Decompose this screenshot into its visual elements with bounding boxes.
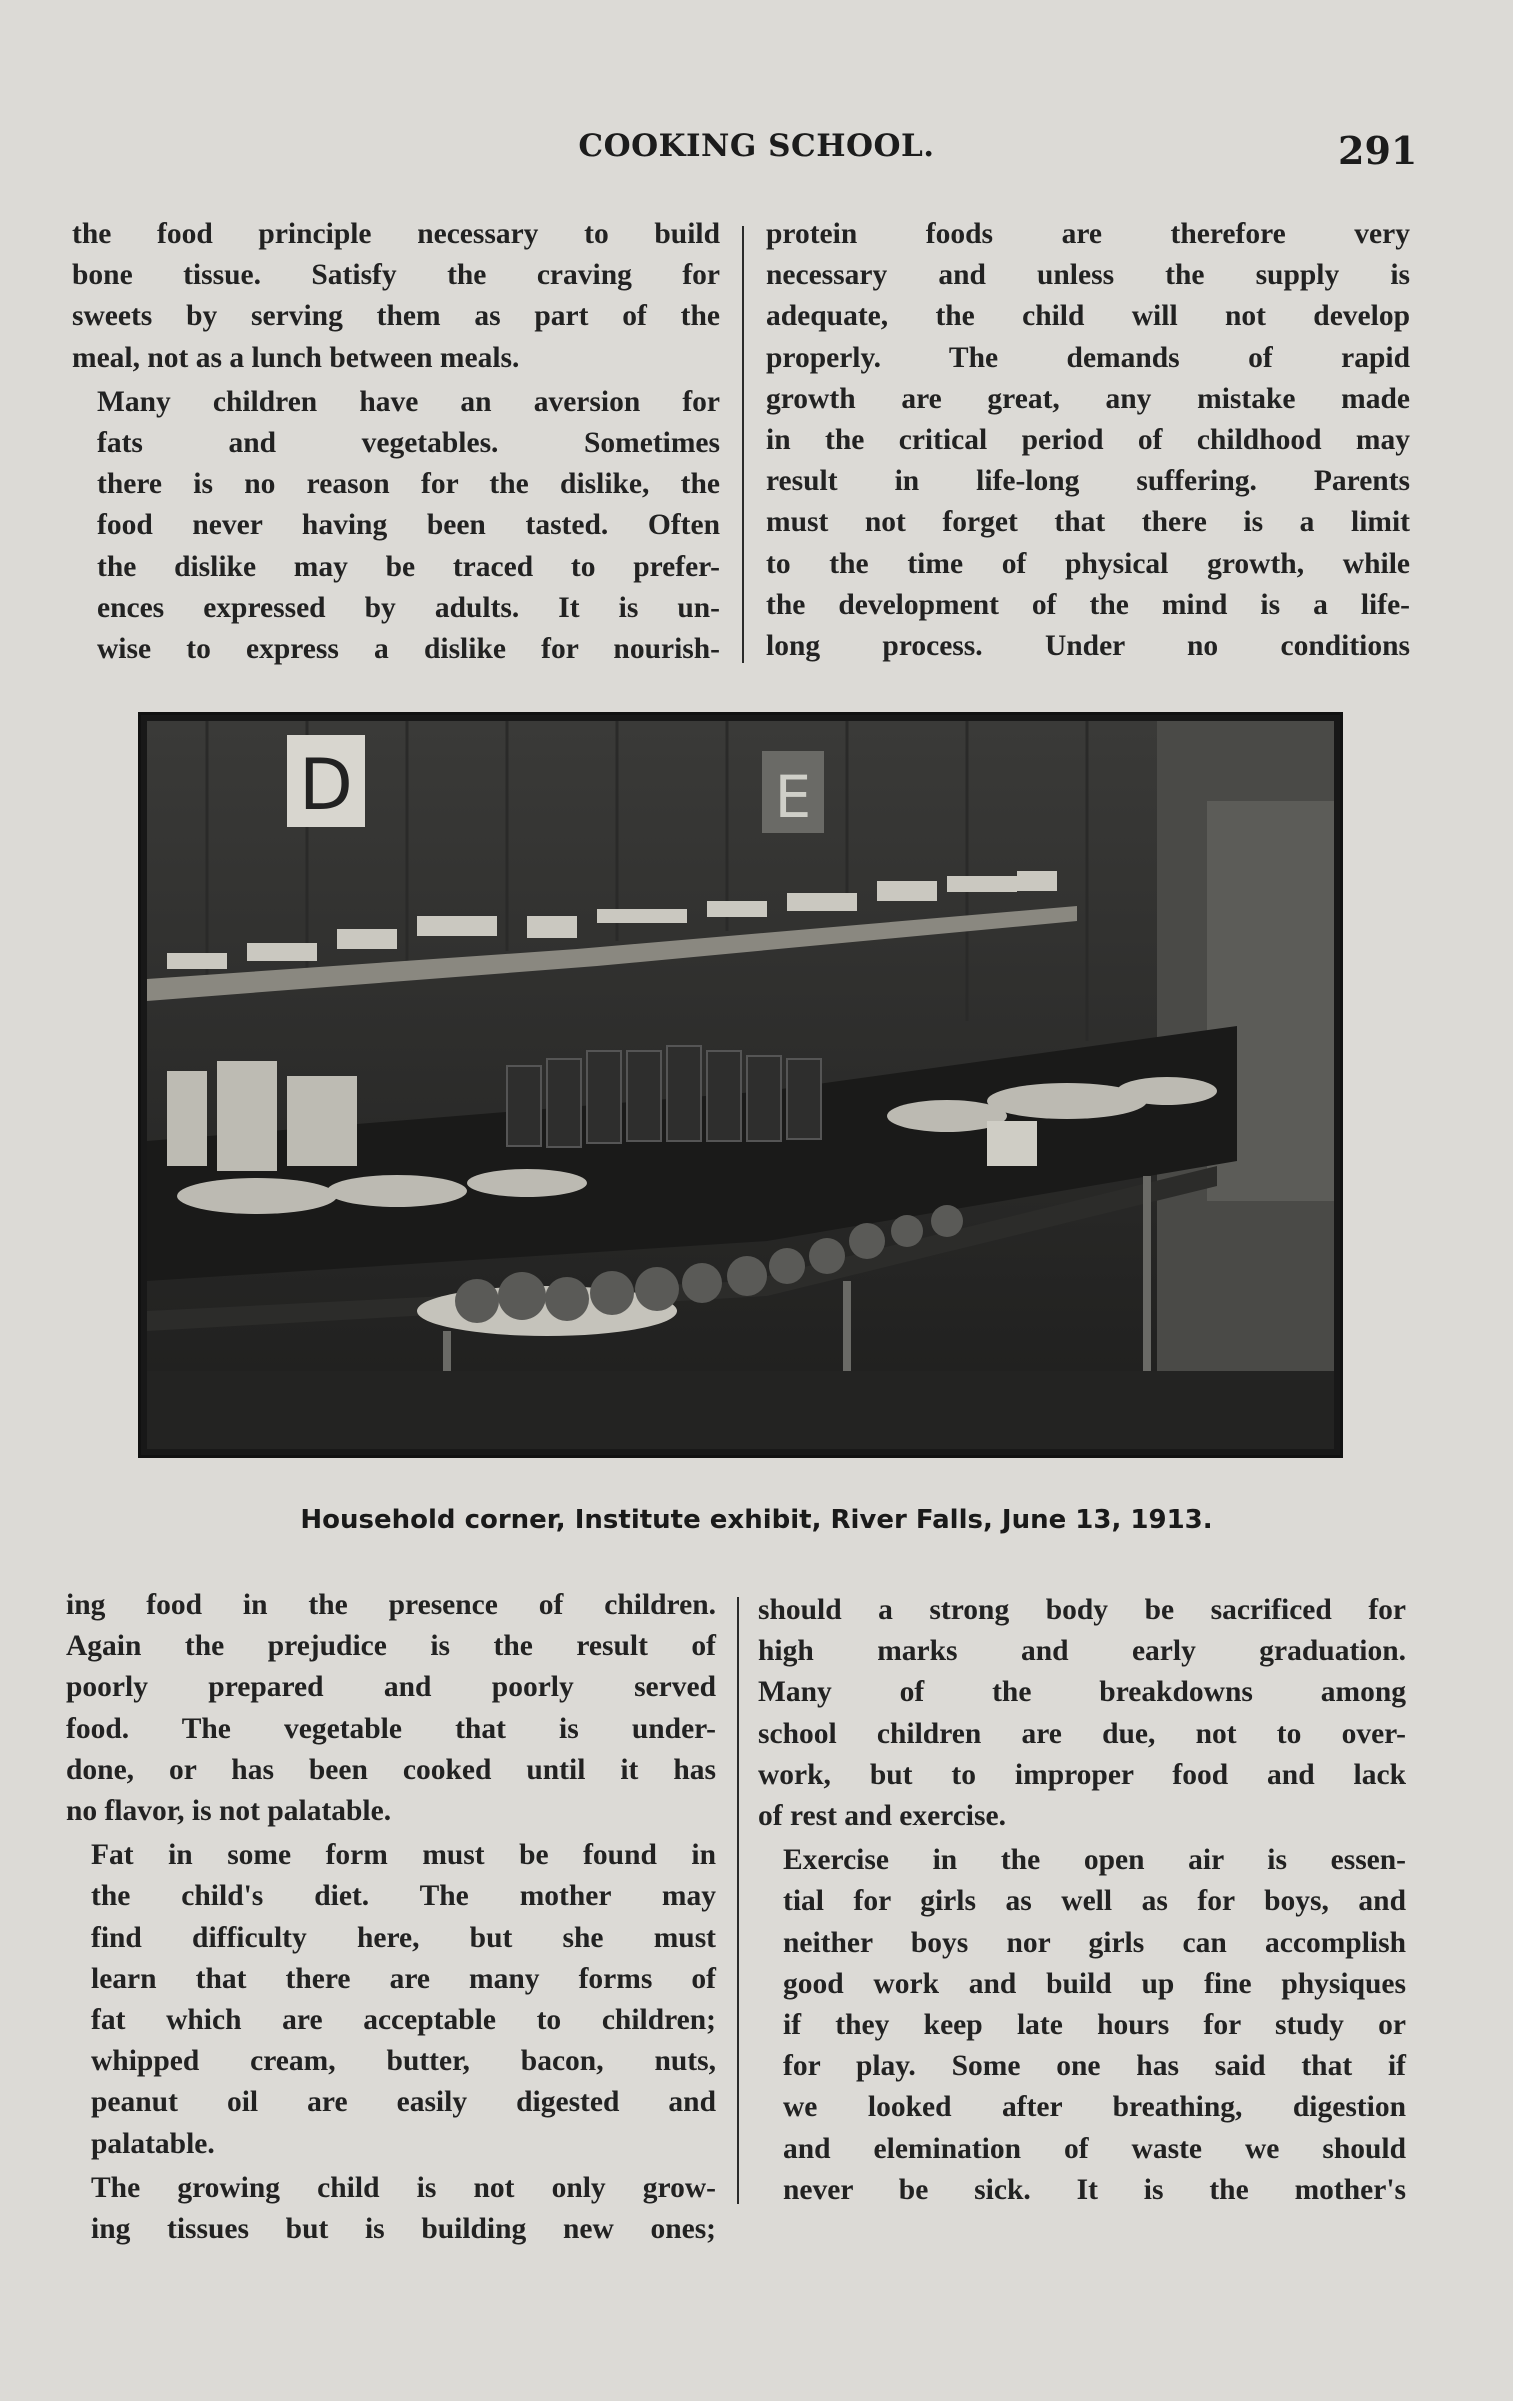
column-bottom-left <box>66 1585 716 2250</box>
text-line: tial for girls as well as for boys, and <box>783 1885 1406 1918</box>
running-title: COOKING SCHOOL. <box>578 128 935 164</box>
sign-e: E <box>774 763 812 831</box>
photo-caption: Household corner, Institute exhibit, River Falls, June 13, 1913. <box>300 1505 1213 1535</box>
text-line: wise to express a dislike for nourish- <box>97 633 720 666</box>
sign-d: D <box>299 744 353 826</box>
text-line: we looked after breathing, digestion <box>783 2091 1406 2124</box>
text-line: sweets by serving them as part of the <box>72 300 720 333</box>
column-top-right <box>766 214 1410 667</box>
paragraph <box>66 2168 716 2250</box>
text-line: food. The vegetable that is under- <box>66 1712 716 1745</box>
text-line: for play. Some one has said that if <box>783 2050 1406 2083</box>
text-line: should a strong body be sacrificed for <box>758 1594 1406 1626</box>
text-line: to the time of physical growth, while <box>766 547 1410 580</box>
text-line: neither boys nor girls can accomplish <box>783 1926 1406 1959</box>
text-line: if they keep late hours for study or <box>783 2009 1406 2042</box>
text-line: long process. Under no conditions <box>766 630 1410 663</box>
text-line: the development of the mind is a life- <box>766 588 1410 621</box>
text-line: the child's diet. The mother may <box>91 1880 716 1913</box>
text-line: necessary and unless the supply is <box>766 259 1410 292</box>
text-line: of rest and exercise. <box>758 1800 1006 1833</box>
text-line: ing tissues but is building new ones; <box>91 2213 716 2246</box>
text-line: protein foods are therefore very <box>766 218 1410 250</box>
text-line: Again the prejudice is the result of <box>66 1630 716 1663</box>
column-top-left <box>72 214 720 670</box>
column-bottom-right <box>758 1590 1406 2211</box>
paragraph <box>766 214 1410 667</box>
paragraph <box>758 1590 1406 1837</box>
paragraph <box>72 382 720 670</box>
column-divider-bottom <box>737 1597 739 2204</box>
text-line: good work and build up fine physiques <box>783 1967 1406 2000</box>
text-line: fats and vegetables. Sometimes <box>97 427 720 460</box>
text-line: ing food in the presence of children. <box>66 1589 716 1621</box>
text-line: fat which are acceptable to children; <box>91 2004 716 2037</box>
exhibit-photo <box>147 721 1334 1449</box>
text-line: learn that there are many forms of <box>91 1962 716 1995</box>
text-line: The growing child is not only grow- <box>91 2171 716 2204</box>
photograph <box>138 712 1343 1458</box>
text-line: food never having been tasted. Often <box>97 509 720 542</box>
text-line: peanut oil are easily digested and <box>91 2086 716 2119</box>
text-line: in the critical period of childhood may <box>766 424 1410 457</box>
text-line: must not forget that there is a limit <box>766 506 1410 539</box>
text-line: palatable. <box>91 2127 215 2160</box>
paragraph <box>66 1835 716 2165</box>
text-line: result in life-long suffering. Parents <box>766 465 1410 498</box>
text-line: the food principle necessary to build <box>72 218 720 250</box>
text-line: Many of the breakdowns among <box>758 1676 1406 1709</box>
text-line: Fat in some form must be found in <box>91 1839 716 1872</box>
page-number: 291 <box>1338 128 1418 173</box>
text-line: and elemination of waste we should <box>783 2132 1406 2165</box>
text-line: high marks and early graduation. <box>758 1635 1406 1668</box>
text-line: properly. The demands of rapid <box>766 341 1410 374</box>
text-line: the dislike may be traced to prefer- <box>97 550 720 583</box>
paragraph <box>758 1840 1406 2211</box>
text-line: whipped cream, butter, bacon, nuts, <box>91 2045 716 2078</box>
text-line: find difficulty here, but she must <box>91 1921 716 1954</box>
text-line: bone tissue. Satisfy the craving for <box>72 259 720 292</box>
text-line: never be sick. It is the mother's <box>783 2173 1406 2206</box>
text-line: adequate, the child will not develop <box>766 300 1410 333</box>
text-line: done, or has been cooked until it has <box>66 1753 716 1786</box>
text-line: work, but to improper food and lack <box>758 1758 1406 1791</box>
column-divider-top <box>742 226 744 663</box>
paragraph <box>66 1585 716 1832</box>
text-line: there is no reason for the dislike, the <box>97 468 720 501</box>
text-line: poorly prepared and poorly served <box>66 1671 716 1704</box>
text-line: school children are due, not to over- <box>758 1717 1406 1750</box>
text-line: ences expressed by adults. It is un- <box>97 591 720 624</box>
text-line: growth are great, any mistake made <box>766 382 1410 415</box>
text-line: Exercise in the open air is essen- <box>783 1844 1406 1877</box>
text-line: no flavor, is not palatable. <box>66 1795 392 1828</box>
paragraph <box>72 214 720 379</box>
text-line: Many children have an aversion for <box>97 385 720 418</box>
text-line: meal, not as a lunch between meals. <box>72 341 520 374</box>
